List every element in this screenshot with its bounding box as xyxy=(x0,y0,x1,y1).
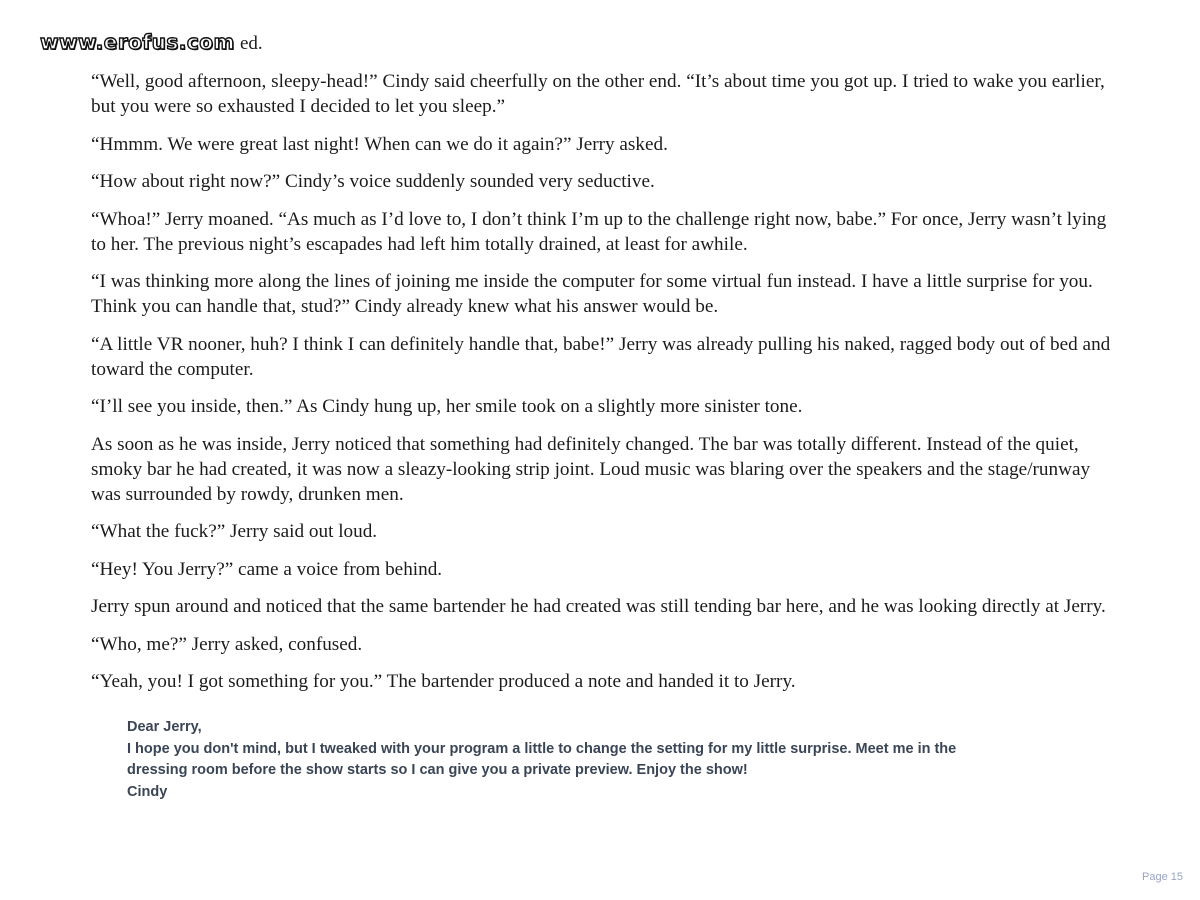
story-body xyxy=(91,69,1121,707)
paragraph: “How about right now?” Cindy’s voice suddenly sounded very seductive. xyxy=(91,171,655,192)
paragraph: “What the fuck?” Jerry said out loud. xyxy=(91,521,378,542)
paragraph: “A little VR nooner, huh? I think I can definitely handle that, babe!” Jerry was already pulling his naked, ragged body out of bed and toward the computer. xyxy=(91,333,1111,380)
paragraph: “Hey! You Jerry?” came a voice from behind. xyxy=(91,558,443,580)
paragraph: “Well, good afternoon, sleepy-head!” Cindy said cheerfully on the other end. “It’s about time you got up. I tried to wake you earlier, but you were so exhausted I decided to let you sleep.” xyxy=(91,71,1105,117)
site-watermark: www.erofus.com xyxy=(40,30,235,54)
note-line: I hope you don't mind, but I tweaked with your program a little to change the setting for my little surprise. Meet me in the xyxy=(127,740,957,757)
paragraph: As soon as he was inside, Jerry noticed that something had definitely changed. The bar was totally different. Instead of the quiet, smoky bar he had created, it was now a sleazy-looking strip joint. Loud music was blaring over the speakers and the stage/runway was surrounded by rowdy, drunken men. xyxy=(91,433,1091,505)
paragraph: “I’ll see you inside, then.” As Cindy hung up, her smile took on a slightly more sinister tone. xyxy=(91,396,803,417)
truncated-previous-line: ed. xyxy=(240,33,263,54)
handwritten-note xyxy=(127,717,1007,803)
paragraph: Jerry spun around and noticed that the same bartender he had created was still tending bar here, and he was looking directly at Jerry. xyxy=(91,596,1106,617)
page-number: Page 15 xyxy=(1142,871,1183,883)
note-salutation: Dear Jerry, xyxy=(127,719,202,735)
paragraph: “Whoa!” Jerry moaned. “As much as I’d love to, I don’t think I’m up to the challenge right now, babe.” For once, Jerry wasn’t lying to her. The previous night’s escapades had left him totally drained, at least for awhile. xyxy=(91,208,1107,255)
note-signature: Cindy xyxy=(127,783,168,800)
note-line: dressing room before the show starts so I can give you a private preview. Enjoy the show! xyxy=(127,762,748,778)
paragraph: “I was thinking more along the lines of joining me inside the computer for some virtual fun instead. I have a little surprise for you. Think you can handle that, stud?” Cindy already knew what his answer would be. xyxy=(91,271,1093,317)
paragraph: “Who, me?” Jerry asked, confused. xyxy=(91,633,363,655)
paragraph: “Yeah, you! I got something for you.” The bartender produced a note and handed it to Jerry. xyxy=(91,671,796,692)
paragraph: “Hmmm. We were great last night! When can we do it again?” Jerry asked. xyxy=(91,133,668,155)
